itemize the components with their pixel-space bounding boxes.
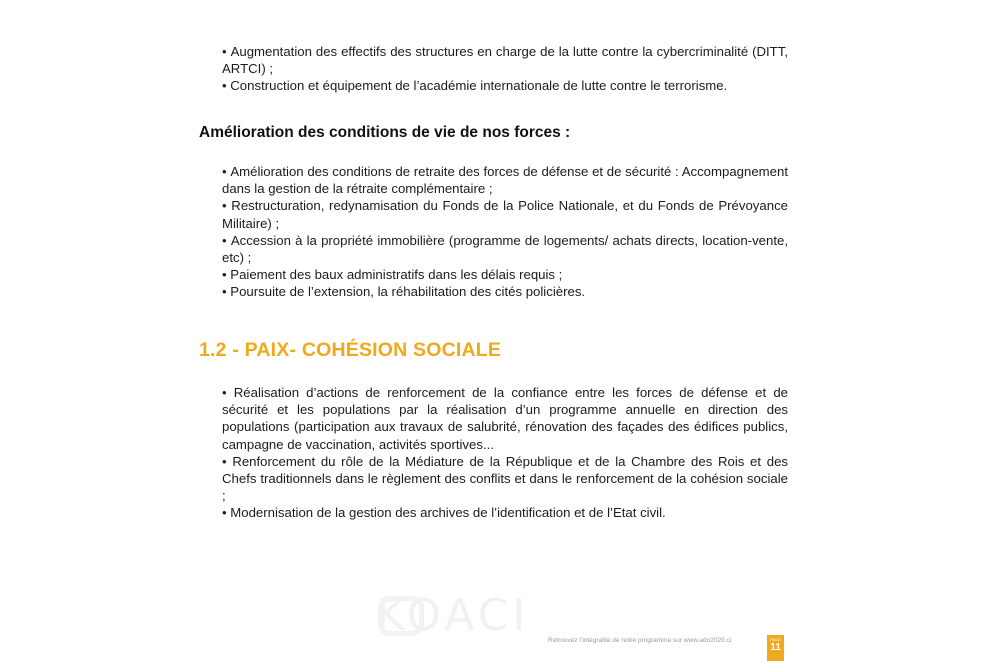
forces-list	[222, 163, 788, 301]
list-item: • Construction et équipement de l’académie internationale de lutte contre le terrorisme.	[222, 77, 788, 94]
security-list	[222, 43, 788, 95]
page-label: PAGE	[770, 637, 781, 642]
list-item: • Renforcement du rôle de la Médiature de la République et de la Chambre des Rois et des Chefs traditionnels dans le règlement des conflits et dans le renforcement de la cohésion sociale ;	[222, 453, 788, 505]
watermark: KOACI	[376, 590, 530, 641]
list-item: • Réalisation d’actions de renforcement de la confiance entre les forces de défense et de sécurité et les populations par la réalisation d’un programme annuelle en direction des populations (participation aux travaux de salubrité, rénovation des façades des édifices publics, campagne de vaccination, activités sportives...	[222, 384, 788, 453]
list-item: • Augmentation des effectifs des structures en charge de la lutte contre la cybercriminalité (DITT, ARTCI) ;	[222, 43, 788, 77]
list-item: • Modernisation de la gestion des archives de l’identification et de l’Etat civil.	[222, 504, 788, 521]
forces-heading: Amélioration des conditions de vie de nos forces :	[199, 124, 571, 141]
list-item: • Paiement des baux administratifs dans les délais requis ;	[222, 266, 788, 283]
list-item: • Accession à la propriété immobilière (programme de logements/ achats directs, location-vente, etc) ;	[222, 232, 788, 266]
list-item: • Poursuite de l’extension, la réhabilitation des cités policières.	[222, 283, 788, 300]
peace-list	[222, 384, 788, 522]
security-list-block	[222, 43, 788, 95]
list-item: • Amélioration des conditions de retraite des forces de défense et de sécurité : Accompagnement dans la gestion de la rétraite complémentaire ;	[222, 163, 788, 197]
page-number: 11	[770, 642, 781, 653]
section-heading: 1.2 - PAIX- COHÉSION SOCIALE	[199, 339, 502, 361]
list-item: • Restructuration, redynamisation du Fonds de la Police Nationale, et du Fonds de Prévoyance Militaire) ;	[222, 197, 788, 231]
page-badge	[767, 635, 784, 661]
forces-list-block	[222, 163, 788, 301]
peace-list-block	[222, 384, 788, 522]
footer-text: Retrouvez l’intégralité de notre programme sur www.ado2020.ci	[548, 637, 732, 644]
